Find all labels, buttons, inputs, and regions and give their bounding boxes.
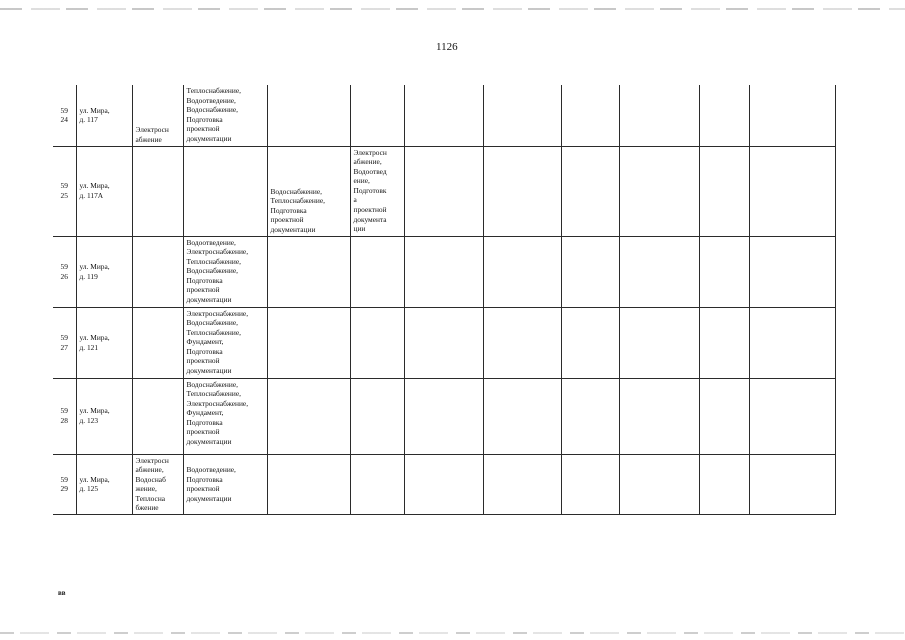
table-row (53, 236, 835, 307)
works-cell: Электросн абжение (132, 85, 183, 146)
works-cell: Теплоснабжение, Водоотведение, Водоснабжение, Подготовка проектной документации (183, 85, 267, 146)
works-cell (267, 236, 350, 307)
works-cell: Водоснабжение, Теплоснабжение, Электроснабжение, Фундамент, Подготовка проектной документации (183, 378, 267, 454)
row-number: 59 25 (53, 146, 76, 236)
works-cell (350, 378, 404, 454)
works-cell (350, 454, 404, 515)
address-cell: ул. Мира, д. 123 (76, 378, 132, 454)
works-cell (350, 85, 404, 146)
row-number: 59 26 (53, 236, 76, 307)
works-cell (350, 236, 404, 307)
works-cell (267, 454, 350, 515)
works-cell (132, 146, 183, 236)
address-cell: ул. Мира, д. 117А (76, 146, 132, 236)
works-cell: Водоснабжение, Теплоснабжение, Подготовка проектной документации (267, 146, 350, 236)
works-cell (183, 146, 267, 236)
works-cell: Электросн абжение, Водоснаб жение, Теплосна бжение (132, 454, 183, 515)
address-cell: ул. Мира, д. 125 (76, 454, 132, 515)
works-cell (132, 236, 183, 307)
works-cell: Электросн абжение, Водоотвед ение, Подготовк а проектной документа ции (350, 146, 404, 236)
works-cell: Водоотведение, Электроснабжение, Теплоснабжение, Водоснабжение, Подготовка проектной документации (183, 236, 267, 307)
works-cell (267, 307, 350, 378)
page-number: 1126 (436, 41, 458, 53)
row-number: 59 27 (53, 307, 76, 378)
works-cell (132, 307, 183, 378)
works-cell (350, 307, 404, 378)
works-cell (267, 85, 350, 146)
works-cell: Водоотведение, Подготовка проектной документации (183, 454, 267, 515)
address-cell: ул. Мира, д. 121 (76, 307, 132, 378)
works-cell: Электроснабжение, Водоснабжение, Теплоснабжение, Фундамент, Подготовка проектной документации (183, 307, 267, 378)
row-number: 59 29 (53, 454, 76, 515)
row-number: 59 28 (53, 378, 76, 454)
address-cell: ул. Мира, д. 117 (76, 85, 132, 146)
footer-mark: вв (58, 589, 66, 597)
works-cell (132, 378, 183, 454)
scan-top-edge (0, 8, 905, 10)
table-row (53, 378, 835, 454)
row-number: 59 24 (53, 85, 76, 146)
table-row (53, 85, 835, 146)
address-cell: ул. Мира, д. 119 (76, 236, 132, 307)
table-row (53, 307, 835, 378)
works-table (53, 85, 836, 515)
table-row (53, 146, 835, 236)
table-row (53, 454, 835, 515)
scan-bottom-edge (0, 632, 905, 634)
works-cell (267, 378, 350, 454)
